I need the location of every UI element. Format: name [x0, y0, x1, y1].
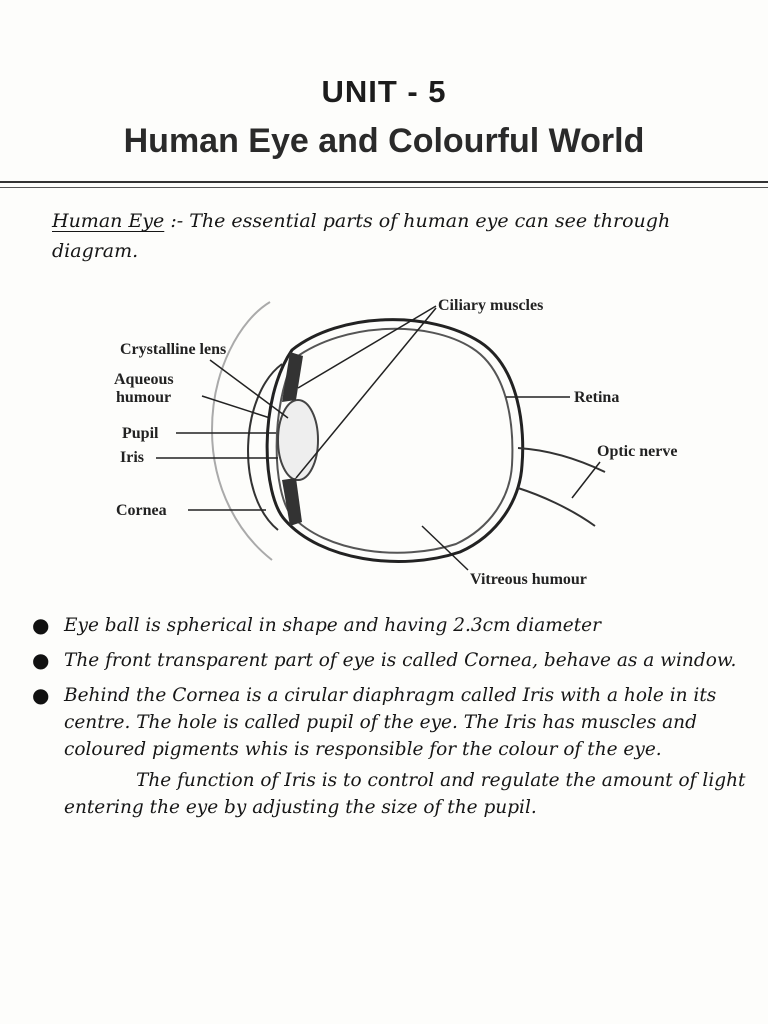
- label-iris: Iris: [120, 449, 144, 466]
- bullet-text: Behind the Cornea is a cirular diaphragm called Iris with a hole in its centre. The hole is called pupil of the eye. The Iris has muscles and coloured pigments whis is responsible for the colour of the eye.: [64, 685, 717, 760]
- unit-heading: UNIT - 5: [321, 74, 447, 109]
- label-aqueous: Aqueous: [114, 371, 174, 388]
- bullet-text: Eye ball is spherical in shape and having 2.3cm diameter: [64, 615, 601, 636]
- label-optic-nerve: Optic nerve: [597, 443, 678, 460]
- label-ciliary-muscles: Ciliary muscles: [438, 297, 544, 314]
- bullet-text: The front transparent part of eye is called Cornea, behave as a window.: [64, 650, 737, 671]
- iris-function-paragraph: The function of Iris is to control and regulate the amount of light entering the eye by adjusting the size of the pupil.: [64, 770, 746, 818]
- page-title: Human Eye and Colourful World: [123, 122, 645, 160]
- label-pupil: Pupil: [122, 425, 159, 442]
- label-cornea: Cornea: [116, 502, 167, 519]
- optic-nerve-shape: [518, 448, 605, 472]
- label-crystalline-lens: Crystalline lens: [120, 341, 227, 358]
- bullet-dot: ●: [32, 683, 50, 707]
- bullet-list: [30, 612, 746, 821]
- bullet-item: [30, 647, 746, 674]
- intro-text: [52, 206, 742, 266]
- label-humour: humour: [116, 389, 172, 406]
- label-vitreous-humour: Vitreous humour: [470, 571, 587, 588]
- bullet-item: [30, 682, 746, 763]
- bullet-item: [30, 612, 746, 639]
- intro-heading: Human Eye: [52, 210, 165, 232]
- bullet-dot: ●: [32, 648, 50, 672]
- title-divider-thin: [0, 187, 768, 188]
- label-retina: Retina: [574, 389, 620, 406]
- intro-body: :- The essential parts of human eye can see through diagram.: [52, 210, 671, 262]
- eye-diagram: [100, 290, 720, 600]
- title-divider: [0, 181, 768, 183]
- lens-shape: [278, 400, 318, 480]
- bullet-dot: ●: [32, 613, 50, 637]
